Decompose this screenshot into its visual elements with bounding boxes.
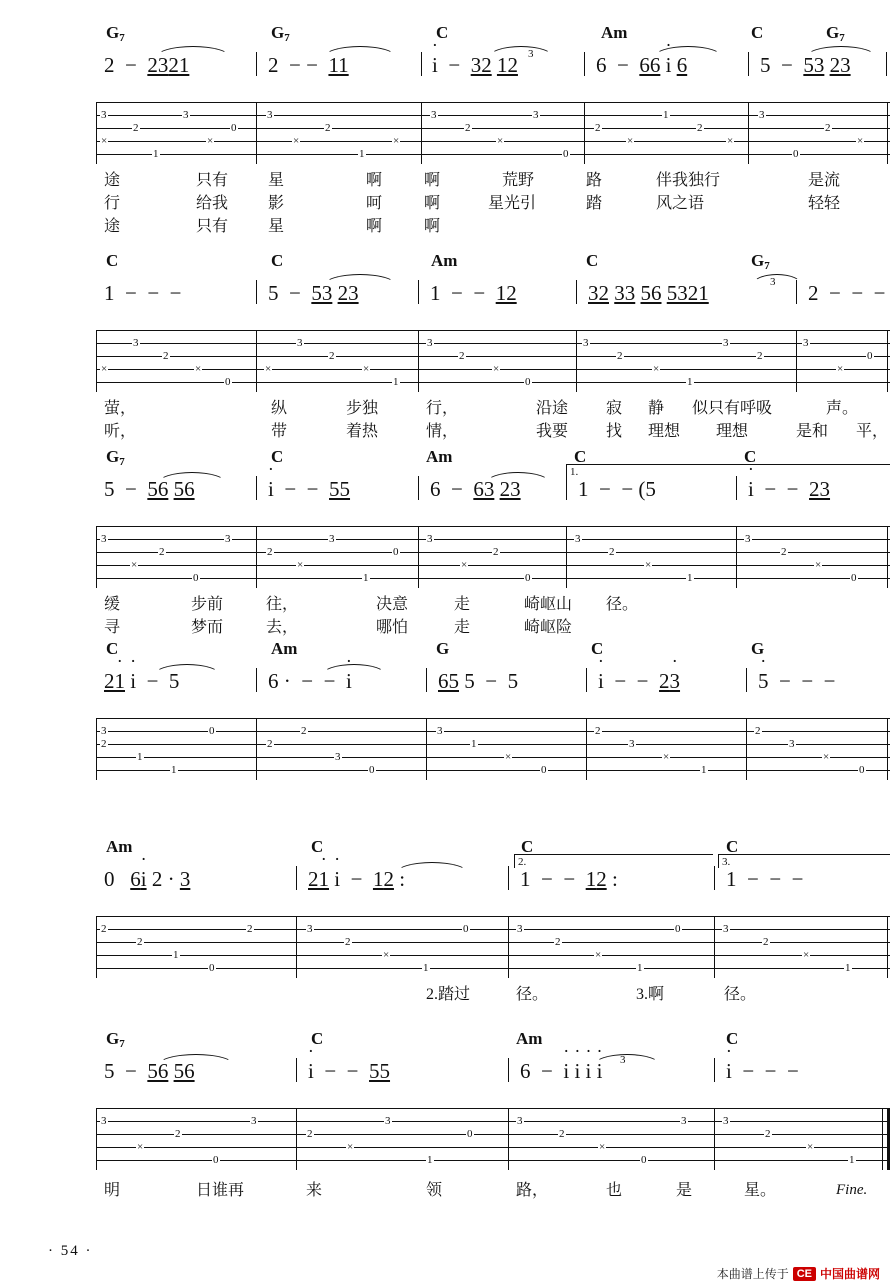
melody-notes: · i − − 2· 3	[598, 670, 680, 692]
lyric: 领	[426, 1182, 443, 1199]
system-5	[96, 838, 890, 1006]
lyric: 啊	[424, 195, 441, 212]
lyric: 给我	[196, 195, 229, 212]
lyric: 步前	[191, 596, 224, 613]
melody-notes: 5 − 53 23	[268, 281, 359, 305]
lyric: 3.啊	[636, 986, 665, 1003]
barline	[256, 52, 257, 76]
chord-symbol: C	[726, 1029, 739, 1048]
lyric: 路，	[516, 1182, 549, 1199]
barline	[586, 668, 587, 692]
lyric: 声。	[826, 400, 859, 417]
lyric: 走	[454, 596, 471, 613]
lyrics-block-5	[96, 986, 890, 1009]
chord-symbol: $G_7$	[751, 251, 770, 272]
melody-notes: 6 − 66 · i 6	[596, 54, 687, 76]
lyric: 萤，	[104, 400, 137, 417]
triplet-mark: 3	[528, 48, 534, 60]
chord-row-6	[96, 1030, 890, 1052]
melody-notes: 6 − 63 23	[430, 477, 521, 501]
chord-symbol: C	[311, 1029, 324, 1048]
volta-label: 1.	[570, 466, 579, 478]
slur	[396, 862, 468, 873]
lyric: 影	[268, 195, 285, 212]
melody-row-2	[96, 274, 890, 314]
tab-staff-6: 3 × 2 0 3 2 × 3 1 0 3 2 × 0 3 3 2 × 1	[96, 1108, 890, 1170]
lyric: 崎岖山	[524, 596, 573, 613]
lyric: 星	[268, 218, 285, 235]
melody-notes: 5 − 53 23	[760, 53, 851, 77]
melody-notes: 5 − 56 56	[104, 477, 195, 501]
chord-symbol: C	[751, 23, 764, 42]
lyric: 日谁再	[196, 1182, 245, 1199]
melody-row-4	[96, 662, 890, 702]
tab-staff-4: 3 2 1 1 0 2 2 3 0 3 1 × 0 2 3 × 1 2 3 × 0	[96, 718, 890, 780]
lyric: 路	[586, 172, 603, 189]
lyric: 找	[606, 423, 623, 440]
chord-symbol: $G_7$	[106, 447, 125, 468]
lyric: 呵	[366, 195, 383, 212]
lyric: 径。	[606, 596, 639, 613]
lyric: 途	[104, 172, 121, 189]
lyric: 径。	[516, 986, 549, 1003]
chord-symbol: $G_7$	[826, 23, 845, 44]
barline	[508, 866, 509, 890]
lyric: 荒野	[502, 172, 535, 189]
chord-symbol: C	[521, 837, 534, 856]
lyric: 是和	[796, 423, 829, 440]
melody-notes: 1 − − 12	[430, 281, 517, 305]
melody-notes: 5 − 56 56	[104, 1059, 195, 1083]
barline	[256, 668, 257, 692]
slur	[594, 1054, 660, 1065]
lyric: 理想	[716, 423, 749, 440]
triplet-mark: 3	[620, 1054, 626, 1066]
lyric: 听，	[104, 423, 137, 440]
lyrics-block-1	[96, 172, 890, 241]
lyric: 风之语	[656, 195, 705, 212]
chord-row-2	[96, 252, 890, 274]
lyrics-block-3	[96, 596, 890, 642]
chord-symbol: $G_7$	[106, 1029, 125, 1050]
volta-bracket-2	[514, 854, 713, 868]
chord-symbol: C	[271, 251, 284, 270]
lyric: 步独	[346, 400, 379, 417]
melody-notes: 6 · − − · i	[268, 670, 352, 692]
lyric: 理想	[648, 423, 681, 440]
barline	[426, 668, 427, 692]
lyric: 决意	[376, 596, 409, 613]
credit-text: 本曲谱上传于	[716, 1267, 789, 1281]
lyric: 明	[104, 1182, 121, 1199]
lyric: 来	[306, 1182, 323, 1199]
melody-notes: 65 5 − 5	[438, 669, 519, 693]
lyric: 行，	[426, 400, 459, 417]
barline	[418, 476, 419, 500]
lyric: 寂	[606, 400, 623, 417]
system-2	[96, 251, 890, 440]
chord-symbol: C	[106, 639, 119, 658]
barline	[748, 52, 749, 76]
lyric: 星光引	[488, 195, 537, 212]
barline	[256, 476, 257, 500]
barline	[584, 52, 585, 76]
site-credit	[717, 1265, 880, 1282]
melody-notes: 2 − 2321	[104, 53, 190, 77]
lyric: 伴我独行	[656, 172, 721, 189]
volta-label: 3.	[722, 856, 731, 868]
melody-notes: 2 − − 11	[268, 53, 349, 77]
melody-notes: 0 6· i 2 · 3	[104, 868, 190, 890]
chord-symbol: C	[726, 837, 739, 856]
barline	[714, 866, 715, 890]
barline	[576, 280, 577, 304]
lyric: 沿途	[536, 400, 569, 417]
volta-label: 2.	[518, 856, 527, 868]
chord-symbol: C	[311, 837, 324, 856]
system-3	[96, 447, 890, 636]
melody-notes: · i − − 23	[748, 478, 830, 500]
chord-symbol: $G_7$	[271, 23, 290, 44]
system-1	[96, 23, 890, 235]
chord-symbol: Am	[516, 1029, 543, 1048]
melody-row-3	[96, 466, 890, 510]
credit-site-name: 中国曲谱网	[819, 1267, 880, 1281]
melody-notes: 32 33 56 5321	[588, 281, 709, 305]
melody-notes: · i − − 55	[308, 1060, 390, 1082]
chord-symbol: C	[436, 23, 449, 42]
tab-staff-3: 3 × 2 0 3 2 × 3 1 0 3 × 2 0 3 2 × 1 3 2 × 0	[96, 526, 890, 588]
lyric: 静	[648, 400, 665, 417]
lyric: 似只有呼吸	[692, 400, 773, 417]
melody-notes: 2 − − −	[808, 281, 886, 305]
lyric: 啊	[424, 172, 441, 189]
chord-symbol: G	[751, 639, 765, 658]
lyric: 平，	[856, 423, 889, 440]
lyric: 2.踏过	[426, 986, 471, 1003]
volta-bracket-3	[718, 854, 890, 868]
melody-notes: 1 − − −	[104, 281, 182, 305]
lyrics-block-2	[96, 400, 890, 446]
chord-symbol: C	[586, 251, 599, 270]
chord-symbol: C	[591, 639, 604, 658]
lyric: 哪怕	[376, 619, 409, 636]
melody-row-6	[96, 1052, 890, 1092]
lyric: 是	[676, 1182, 693, 1199]
barline	[508, 1058, 509, 1082]
lyric: 带	[271, 423, 288, 440]
lyric: 缓	[104, 596, 121, 613]
lyric: 啊	[366, 218, 383, 235]
tab-staff-2: × 3 2 × 0 × 3 2 × 1 3 2 × 0 3 2 × 1 3 2 3 × 0	[96, 330, 890, 392]
chord-symbol: Am	[431, 251, 458, 270]
chord-symbol: Am	[106, 837, 133, 856]
tab-staff-5: 2 2 1 0 2 3 2 × 1 0 3 2 × 1 0 3 2 × 1	[96, 916, 890, 978]
melody-notes: 1 − − −	[726, 867, 804, 891]
triplet-mark: 3	[770, 276, 776, 288]
melody-notes: 1 − − (5	[578, 477, 656, 501]
lyric: 往，	[266, 596, 299, 613]
lyric: 径。	[724, 986, 757, 1003]
barline	[296, 1058, 297, 1082]
lyric: 梦而	[191, 619, 224, 636]
system-6	[96, 1030, 890, 1198]
barline	[256, 280, 257, 304]
lyric: 只有	[196, 172, 229, 189]
melody-row-5	[96, 856, 890, 900]
lyric: 去，	[266, 619, 299, 636]
slur	[752, 274, 802, 285]
melody-notes: · i − − −	[726, 1060, 799, 1082]
lyric: 也	[606, 1182, 623, 1199]
melody-notes: 6 − · i · i · i · i	[520, 1060, 602, 1082]
lyric: 轻轻	[808, 195, 841, 212]
chord-symbol: C	[574, 447, 587, 466]
system-4	[96, 640, 890, 808]
barline	[886, 52, 887, 76]
lyric: 是流	[808, 172, 841, 189]
chord-symbol: Am	[271, 639, 298, 658]
volta-bracket-1	[566, 464, 890, 478]
chord-row-1	[96, 24, 890, 46]
lyrics-block-6	[96, 1182, 890, 1205]
tab-staff-1: 3 × 2 1 3 × 0 3 × 2 1 × 3 2 × 3 0 2 × 1 2 × 3 0 2 ×	[96, 102, 890, 164]
chord-symbol: C	[744, 447, 757, 466]
chord-symbol: $G_7$	[106, 23, 125, 44]
melody-notes: · i − 32 12	[432, 54, 518, 76]
chord-symbol: G	[436, 639, 450, 658]
lyric: 我要	[536, 423, 569, 440]
chord-symbol: Am	[601, 23, 628, 42]
lyric: 走	[454, 619, 471, 636]
credit-logo-icon: CE	[793, 1267, 816, 1281]
lyric: 行	[104, 195, 121, 212]
melody-notes: 2· 1 · i − 5	[104, 670, 179, 692]
chord-symbol: C	[271, 447, 284, 466]
lyric: 星	[268, 172, 285, 189]
lyric: 寻	[104, 619, 121, 636]
melody-row-1	[96, 46, 890, 86]
lyric: 崎岖险	[524, 619, 573, 636]
melody-notes: · 5 − − −	[758, 670, 836, 692]
lyric: 星。	[744, 1182, 777, 1199]
barline	[736, 476, 737, 500]
lyric: 纵	[271, 400, 288, 417]
barline	[421, 52, 422, 76]
lyric: 踏	[586, 195, 603, 212]
lyric: 情，	[426, 423, 459, 440]
barline	[566, 476, 567, 500]
fine-marking: Fine.	[836, 1182, 868, 1198]
page-number: · 54 ·	[48, 1243, 93, 1259]
barline	[714, 1058, 715, 1082]
lyric: 啊	[366, 172, 383, 189]
melody-notes: 1 − − 12 :	[520, 867, 618, 891]
barline	[746, 668, 747, 692]
barline	[418, 280, 419, 304]
chord-symbol: Am	[426, 447, 453, 466]
barline	[296, 866, 297, 890]
lyric: 只有	[196, 218, 229, 235]
chord-symbol: C	[106, 251, 119, 270]
chord-row-4	[96, 640, 890, 662]
barline	[796, 280, 797, 304]
lyric: 啊	[424, 218, 441, 235]
lyric: 途	[104, 218, 121, 235]
lyric: 着热	[346, 423, 379, 440]
melody-notes: 2· 1 · i − 12 :	[308, 868, 405, 890]
melody-notes: · i − − 55	[268, 478, 350, 500]
